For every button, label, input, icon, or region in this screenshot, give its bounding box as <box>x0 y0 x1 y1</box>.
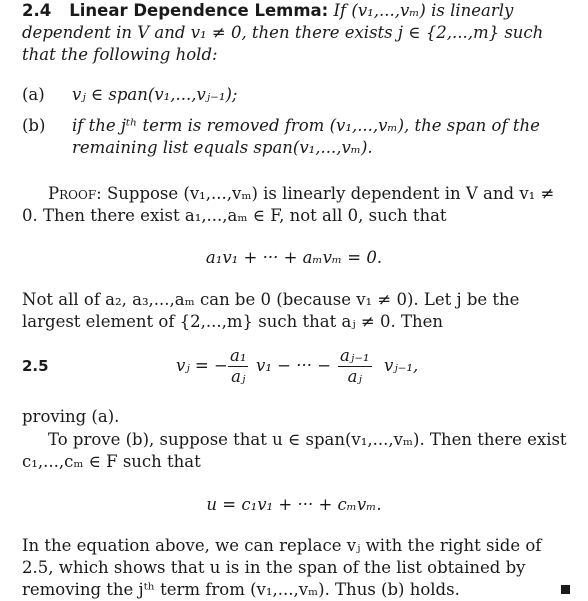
lemma-name: Linear Dependence Lemma: <box>69 1 329 20</box>
item-text: vⱼ ∈ span(v₁,...,vⱼ₋₁); <box>72 85 238 104</box>
proof-heading: Proof: <box>48 184 102 203</box>
proof-paragraph-3: proving (a). <box>22 407 120 426</box>
fraction-numerator: aⱼ₋₁ <box>340 346 370 365</box>
qed-square-icon <box>561 585 570 594</box>
fraction-denominator: aⱼ <box>347 367 362 386</box>
item-label: (a) <box>22 85 45 104</box>
item-text: if the jᵗʰ term is removed from (v₁,...,vₘ), the span of the remaining list equals span(v₁,...,vₘ). <box>72 116 540 157</box>
lemma-statement <box>22 0 574 66</box>
eq-middle: v₁ − ··· − <box>256 356 332 375</box>
fraction-1 <box>228 346 248 387</box>
fraction-numerator: a₁ <box>230 346 247 365</box>
equation-1: a₁v₁ + ··· + aₘvₘ = 0. <box>205 248 383 267</box>
fraction-2 <box>338 346 372 387</box>
proof-paragraph-5: In the equation above, we can replace vⱼ with the right side of 2.5, which shows that u is in the span of the list obtained by removing the jᵗʰ term from (v₁,...,vₘ). Thus (b) holds. <box>22 536 542 599</box>
lemma-number: 2.4 <box>22 1 52 20</box>
equation-3: u = c₁v₁ + ··· + cₘvₘ. <box>206 495 382 514</box>
equation-2-5 <box>176 344 476 388</box>
eq-lhs: vⱼ = − <box>176 356 228 375</box>
eq-rhs: vⱼ₋₁, <box>384 356 419 375</box>
equation-number: 2.5 <box>22 357 49 375</box>
proof-paragraph-1 <box>22 183 574 227</box>
lemma-text: If (v₁,...,vₘ) is linearly dependent in V and v₁ ≠ 0, then there exists j ∈ {2,...,m} such that the following hold: <box>22 1 544 64</box>
proof-text-1: Suppose (v₁,...,vₘ) is linearly dependent in V and v₁ ≠ 0. Then there exist a₁,...,aₘ ∈ F, not all 0, such that <box>22 184 555 225</box>
fraction-denominator: aⱼ <box>231 367 246 386</box>
proof-paragraph-4: To prove (b), suppose that u ∈ span(v₁,...,vₘ). Then there exist c₁,...,cₘ ∈ F such that <box>22 430 567 471</box>
item-label: (b) <box>22 116 46 135</box>
proof-paragraph-2: Not all of a₂, a₃,...,aₘ can be 0 (because v₁ ≠ 0). Let j be the largest element of {2,...,m} such that aⱼ ≠ 0. Then <box>22 290 520 331</box>
